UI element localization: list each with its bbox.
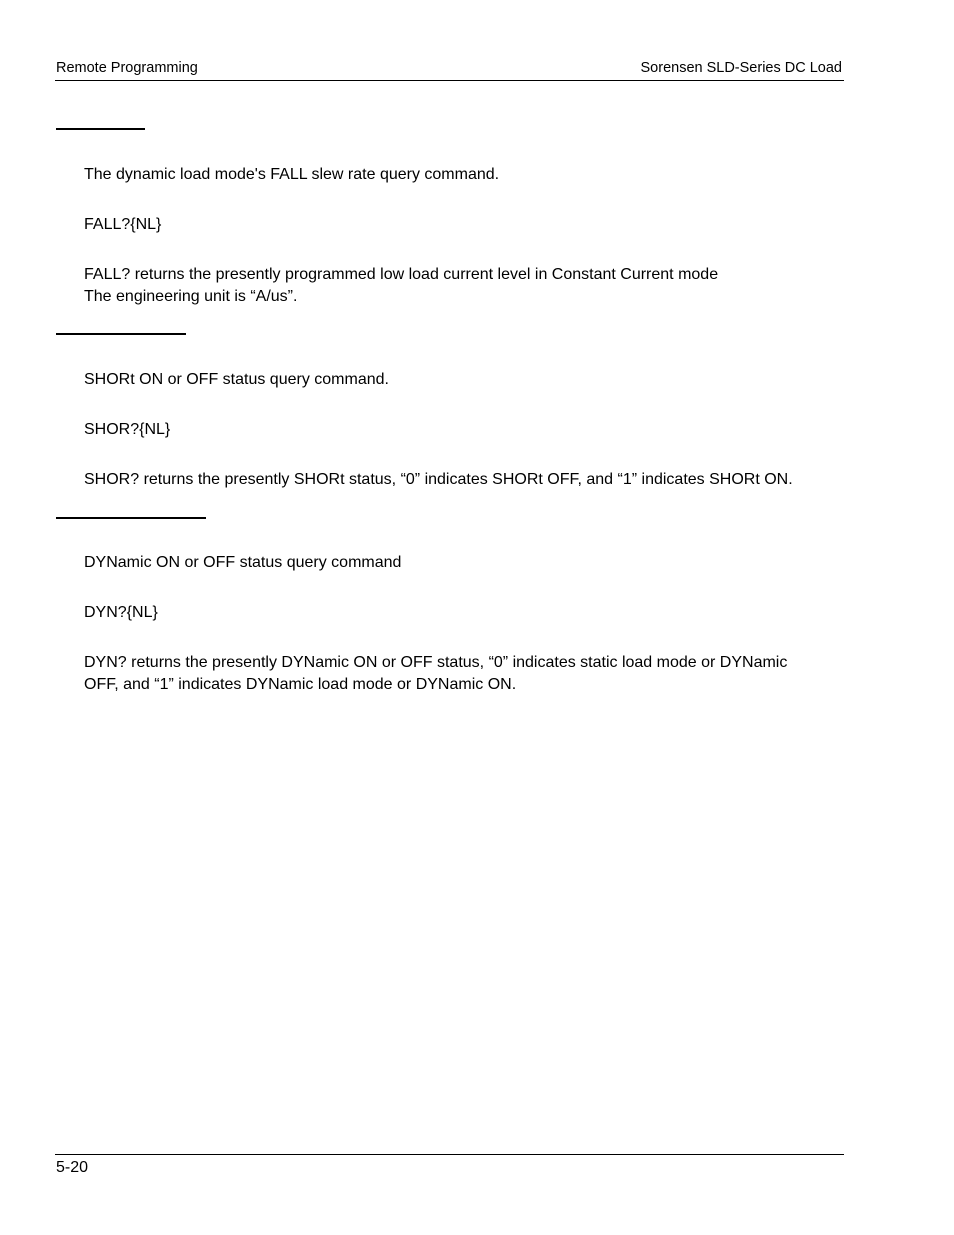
footer-divider <box>55 1154 844 1155</box>
header-divider <box>55 80 844 81</box>
command-description: DYNamic ON or OFF status query command <box>84 554 402 571</box>
command-description: The dynamic load mode's FALL slew rate query command. <box>84 166 500 183</box>
command-response: DYN? returns the presently DYNamic ON or OFF status, “0” indicates static load mode or DYNamic <box>84 654 788 671</box>
command-response: SHOR? returns the presently SHORt status, “0” indicates SHORt OFF, and “1” indicates SHORt ON. <box>84 471 793 488</box>
page-header-right: Sorensen SLD-Series DC Load <box>640 60 842 76</box>
section-heading-rule <box>56 517 206 519</box>
command-response: OFF, and “1” indicates DYNamic load mode or DYNamic ON. <box>84 676 517 693</box>
command-syntax: DYN?{NL} <box>84 604 158 621</box>
command-description: SHORt ON or OFF status query command. <box>84 371 389 388</box>
page-number: 5-20 <box>56 1159 89 1176</box>
section-heading-rule <box>56 333 186 335</box>
command-syntax: FALL?{NL} <box>84 216 162 233</box>
command-response: FALL? returns the presently programmed low load current level in Constant Current mode <box>84 266 719 283</box>
page-header-left: Remote Programming <box>56 60 198 76</box>
section-heading-rule <box>56 128 145 130</box>
command-response: The engineering unit is “A/us”. <box>84 288 298 305</box>
command-syntax: SHOR?{NL} <box>84 421 171 438</box>
